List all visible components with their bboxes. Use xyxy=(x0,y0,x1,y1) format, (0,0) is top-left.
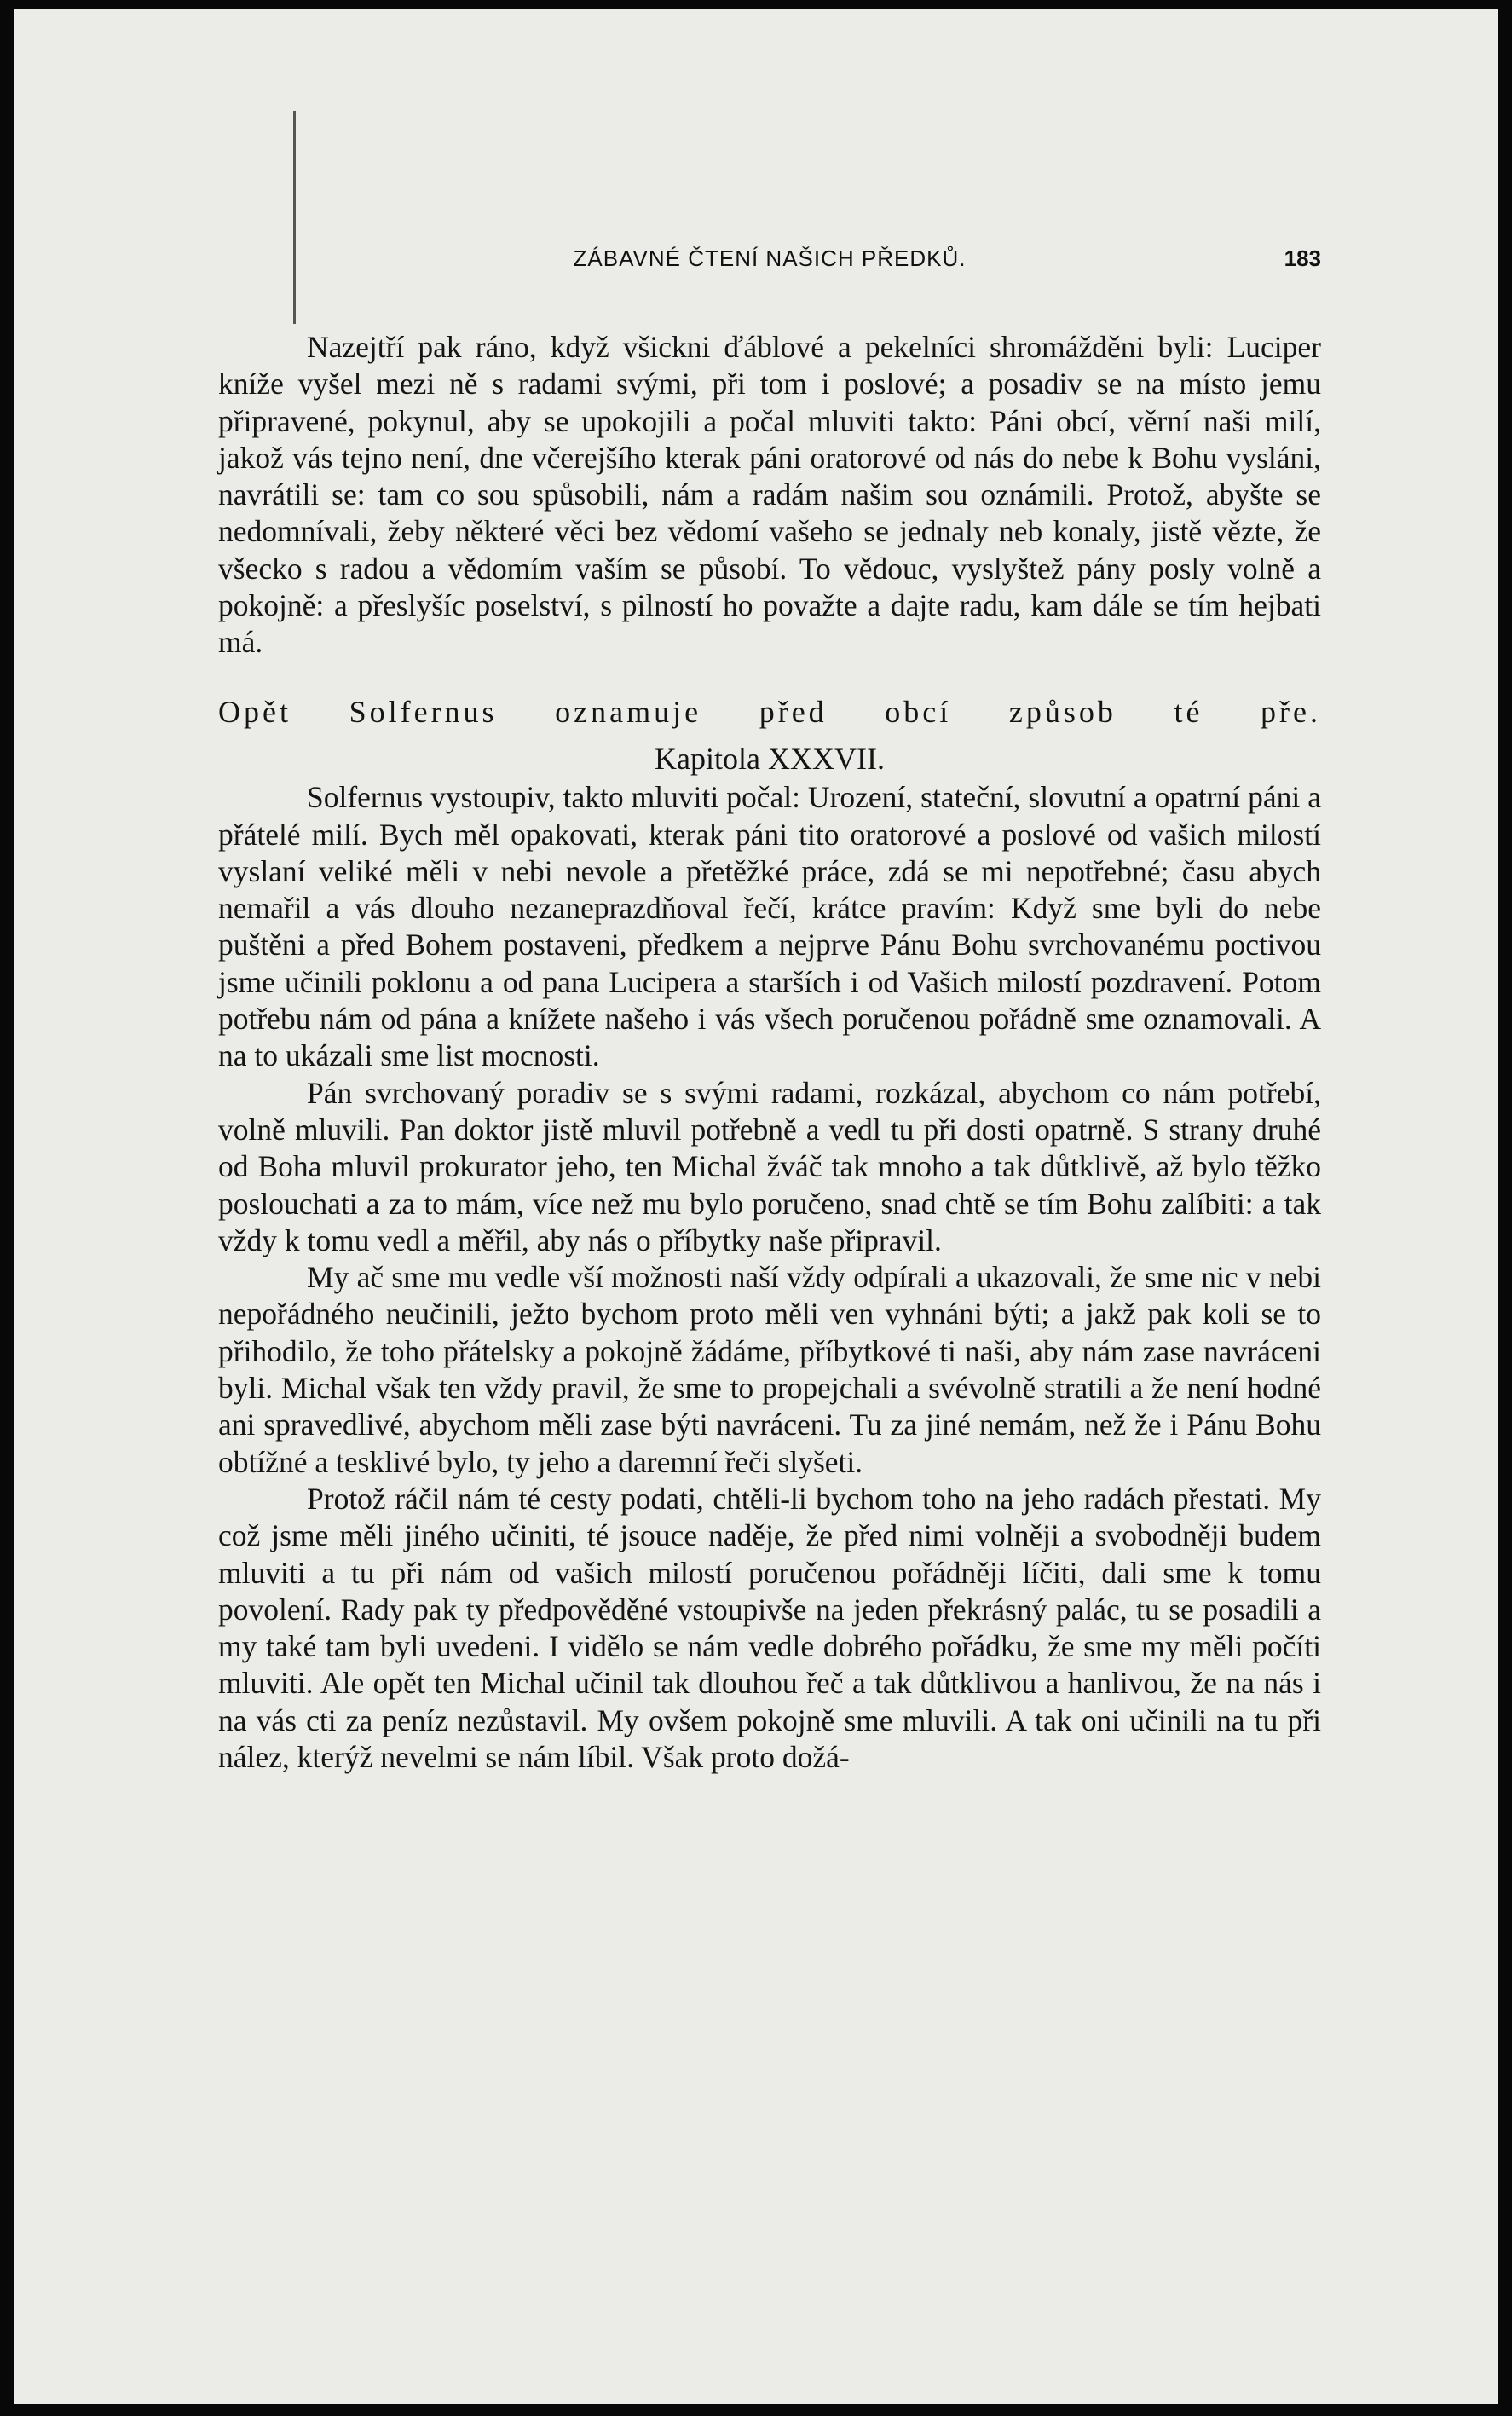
paragraph-5: Protož ráčil nám té cesty podati, chtěli-li bychom toho na jeho radách přestati. My což jsme měli jiného učiniti, té jsouce naděje, že před nimi volněji a svobodněji budem mluviti a tu při nám od vašich milostí poručenou pořádněji líčiti, dali sme k tomu povolení. Rady pak ty předpověděné vstoupivše na jeden překrásný palác, tu se posadili a my také tam byli uvedeni. I vidělo se nám vedle dobrého pořádku, že sme my měli počíti mluviti. Ale opět ten Michal učinil tak dlouhou řeč a tak důtklivou a hanlivou, že na nás i na vás cti za peníz nezůstavil. My ovšem pokojně sme mluvili. A tak oni učinili na tu při nález, kterýž nevelmi se nám líbil. Však proto dožá- xyxy=(218,1481,1321,1774)
paragraph-1: Nazejtří pak ráno, když všickni ďáblové a pekelníci shromážděni byli: Luciper kníže vyšel mezi ně s radami svými, při tom i poslové; a posadiv se na místo jemu připravené, pokynul, aby se upokojili a počal mluviti takto: Páni obcí, věrní naši milí, jakož vás tejno není, dne včerejšího kterak páni oratorové od nás do nebe k Bohu vysláni, navrátili se: tam co sou spůsobili, nám a radám našim sou oznámili. Protož, abyšte se nedomnívali, žeby některé věci bez vědomí vašeho se jednaly neb konaly, jistě vězte, že všecko s radou a vědomím vaším se působí. To vědouc, vyslyštež pány posly volně a pokojně: a přeslyšíc poselství, s pilností ho považte a dajte radu, kam dále se tím hejbati má. xyxy=(218,330,1321,660)
gutter-shadow-line xyxy=(293,111,296,324)
running-title: ZÁBAVNÉ ČTENÍ NAŠICH PŘEDKŮ. xyxy=(573,246,967,271)
paragraph-2: Solfernus vystoupiv, takto mluviti počal: Urození, stateční, slovutní a opatrní páni a přátelé milí. Bych měl opakovati, kterak páni tito oratorové a poslové od vašich milostí vyslaní veliké měli v nebi nevole a přetěžké práce, zdá se mi nepotřebné; času abych nemařil a vás dlouho nezaneprazdňoval řečí, krátce pravím: Když sme byli do nebe puštěni a před Bohem postaveni, předkem a nejprve Pánu Bohu svrchovanému poctivou jsme učinili poklonu a od pana Lucipera a starších i od Vašich milostí pozdravení. Potom potřebu nám od pána a knížete našeho i vás všech poručenou pořádně sme oznamovali. A na to ukázali sme list mocnosti. xyxy=(218,780,1321,1073)
body-text xyxy=(218,329,1321,1776)
book-page xyxy=(14,9,1498,2404)
paragraph-3: Pán svrchovaný poradiv se s svými radami, rozkázal, abychom co nám potřebí, volně mluvili. Pan doktor jistě mluvil potřebně a vedl tu při dosti opatrně. S strany druhé od Boha mluvil prokurator jeho, ten Michal žváč tak mnoho a tak důtklivě, až bylo těžko poslouchati a za to mám, více než mu bylo poručeno, snad chtě se tím Bohu zalíbiti: a tak vždy k tomu vedl a měřil, aby nás o příbytky naše připravil. xyxy=(218,1075,1321,1257)
page-header xyxy=(218,246,1321,280)
section-title: Opět Solfernus oznamuje před obcí způsob té pře. xyxy=(218,694,1321,729)
page-number: 183 xyxy=(1284,246,1321,271)
paragraph-4: My ač sme mu vedle vší možnosti naší vždy odpírali a ukazovali, že sme nic v nebi nepořádného neučinili, ježto bychom proto měli ven vyhnáni býti; a jakž pak koli se to přihodilo, že toho přátelsky a pokojně žádáme, příbytkové ti naši, aby nám zase navráceni byli. Michal však ten vždy pravil, že sme to propejchali a svévolně stratili a že není hodné ani spravedlivé, abychom měli zase býti navráceni. Tu za jiné nemám, než že i Pánu Bohu obtížné a tesklivé bylo, ty jeho a daremní řeči slyšeti. xyxy=(218,1260,1321,1479)
chapter-heading: Kapitola XXXVII. xyxy=(655,741,885,776)
